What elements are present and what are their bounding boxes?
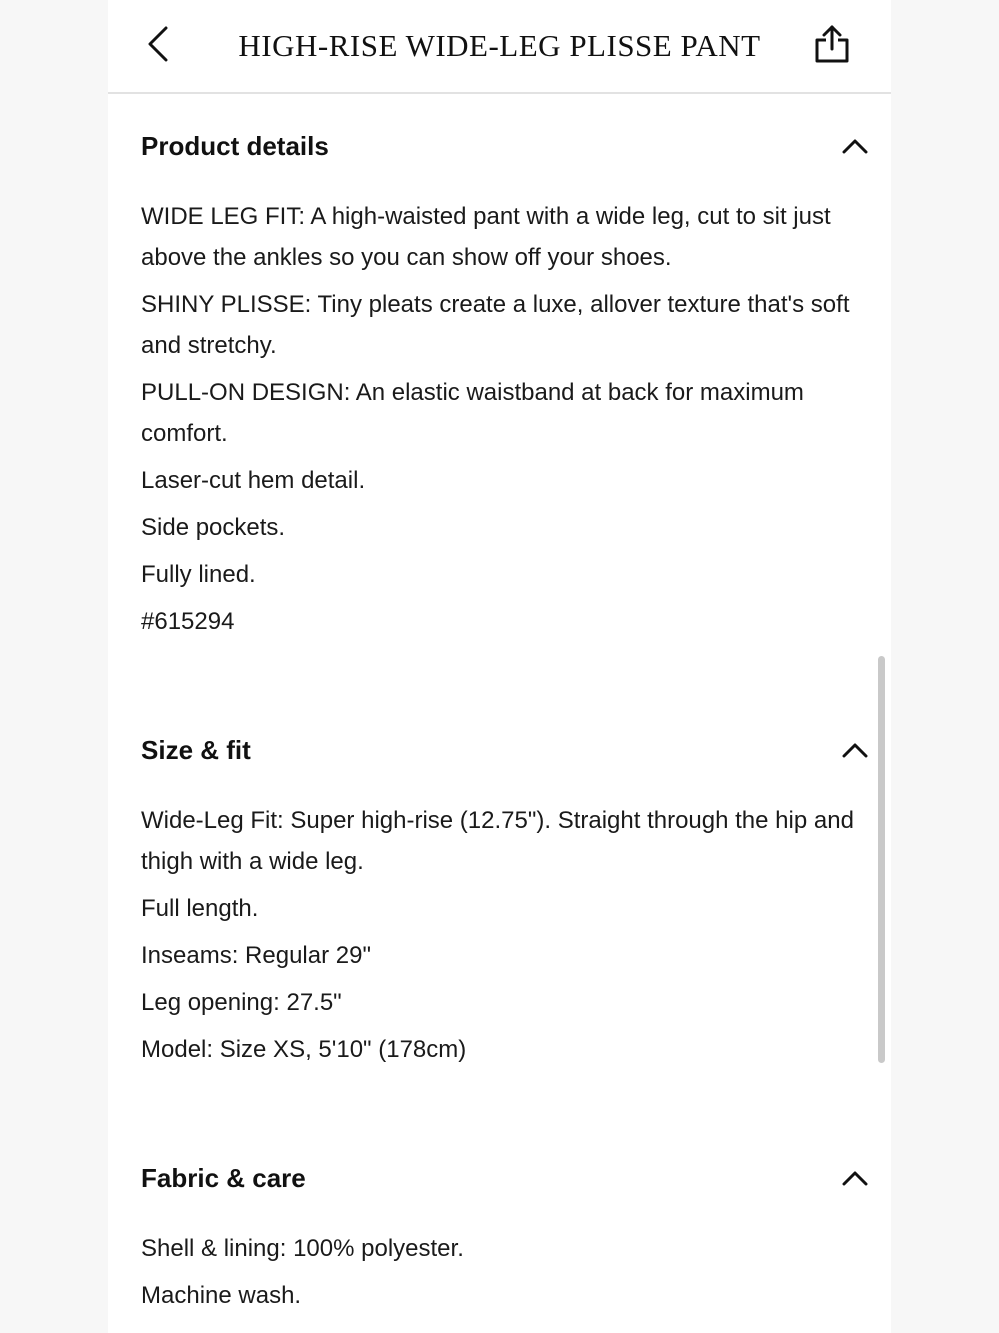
fabric-care-body <box>141 1228 861 1316</box>
detail-line: Fully lined. <box>141 561 256 588</box>
share-icon <box>814 24 850 64</box>
detail-line: WIDE LEG FIT: A high-waisted pant with a wide leg, cut to sit just above the ankles so you can show off your shoes. <box>141 203 831 271</box>
fabric-care-header[interactable] <box>141 1158 861 1198</box>
chevron-up-icon[interactable] <box>839 130 871 162</box>
section-title: Fabric & care <box>141 1163 306 1193</box>
product-details-body <box>141 196 861 642</box>
section-title: Size & fit <box>141 735 251 765</box>
size-fit-section <box>141 730 861 1076</box>
product-info-panel <box>108 0 891 1333</box>
top-bar <box>108 0 891 94</box>
back-button[interactable] <box>138 22 178 66</box>
detail-line: SHINY PLISSE: Tiny pleats create a luxe, allover texture that's soft and stretchy. <box>141 291 850 359</box>
fit-line: Model: Size XS, 5'10" (178cm) <box>141 1036 467 1063</box>
detail-line: PULL-ON DESIGN: An elastic waistband at back for maximum comfort. <box>141 379 804 447</box>
fit-line: Inseams: Regular 29" <box>141 942 371 969</box>
detail-line: Side pockets. <box>141 514 286 541</box>
fit-line: Leg opening: 27.5" <box>141 989 342 1016</box>
chevron-left-icon <box>147 26 169 62</box>
fit-line: Full length. <box>141 895 259 922</box>
share-button[interactable] <box>808 20 856 68</box>
care-line: Machine wash. <box>141 1282 302 1309</box>
detail-line: Laser-cut hem detail. <box>141 467 366 494</box>
section-title: Product details <box>141 131 329 161</box>
size-fit-header[interactable] <box>141 730 861 770</box>
fit-line: Wide-Leg Fit: Super high-rise (12.75"). Straight through the hip and thigh with a wide leg. <box>141 807 854 875</box>
product-details-section <box>141 126 861 648</box>
product-details-header[interactable] <box>141 126 861 166</box>
chevron-up-icon[interactable] <box>839 734 871 766</box>
scrollbar[interactable] <box>878 656 885 1063</box>
chevron-up-icon[interactable] <box>839 1162 871 1194</box>
page-title: HIGH-RISE WIDE-LEG PLISSE PANT <box>238 28 761 63</box>
size-fit-body <box>141 800 861 1070</box>
fabric-care-section <box>141 1158 861 1322</box>
care-line: Shell & lining: 100% polyester. <box>141 1235 464 1262</box>
product-number: #615294 <box>141 608 235 635</box>
